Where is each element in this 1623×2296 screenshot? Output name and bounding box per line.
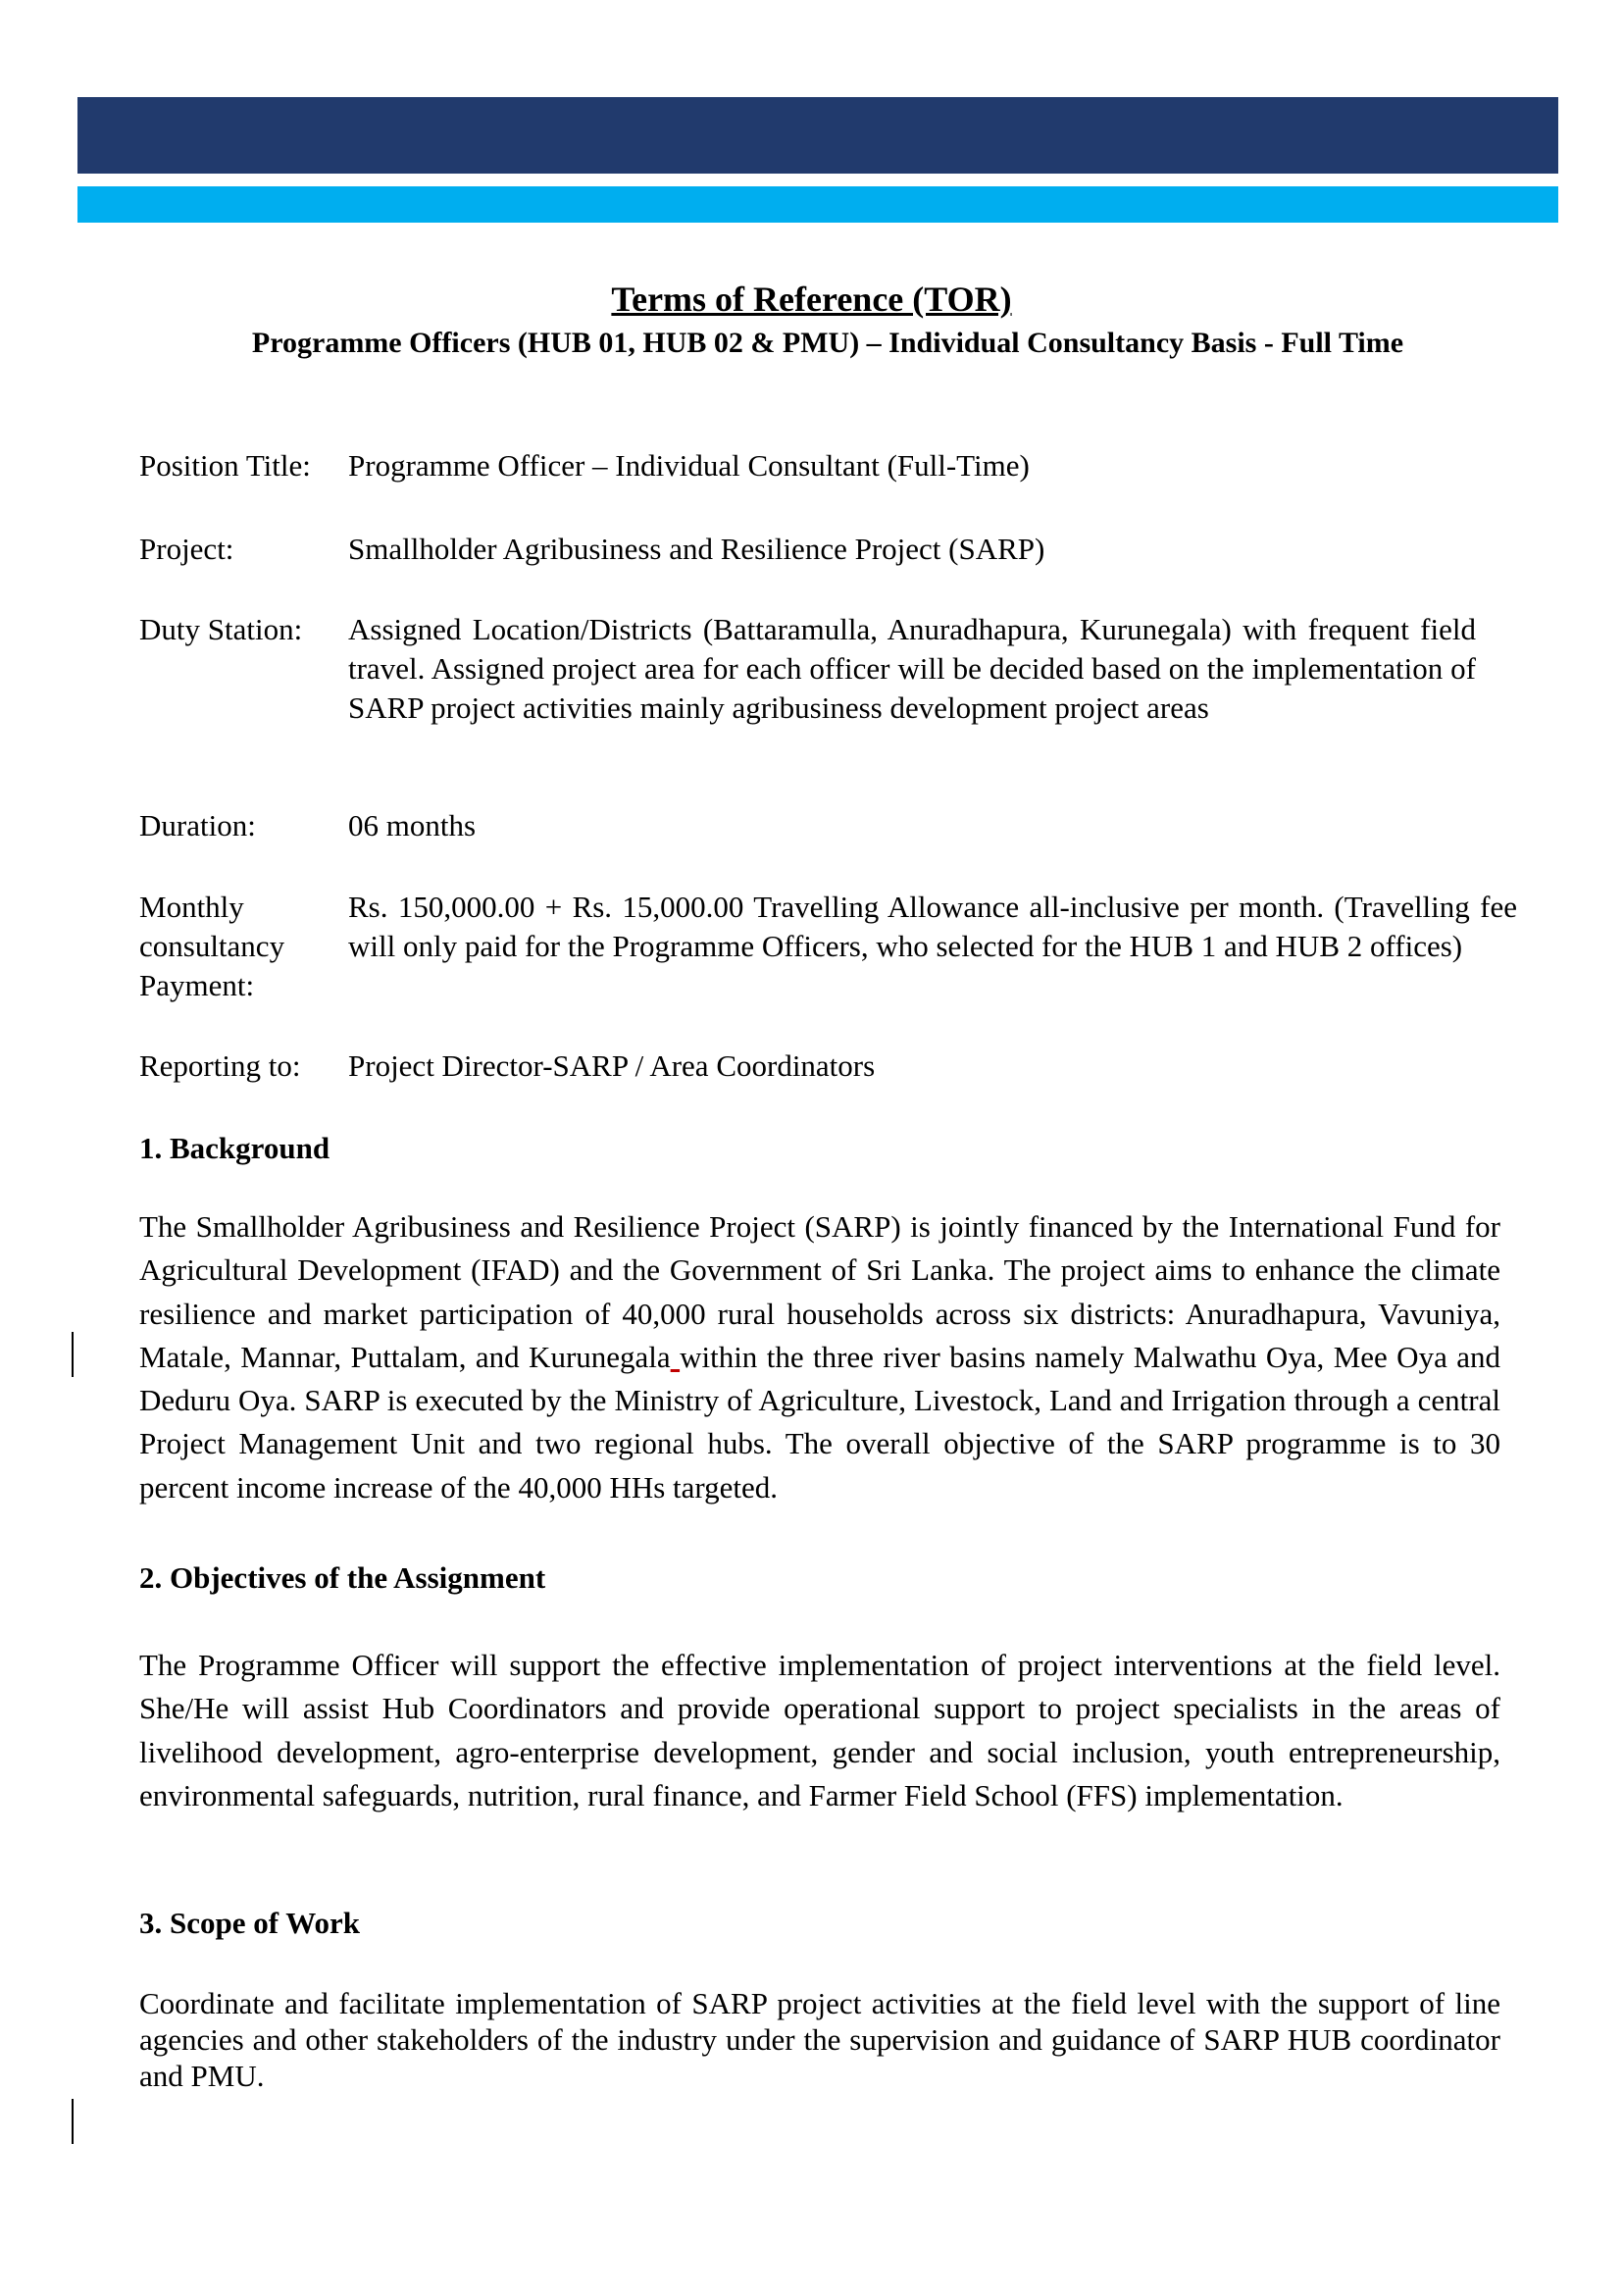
background-text-part1: The Smallholder Agribusiness and Resilience Project (SARP) is jointly financed by the International Fund for Agricultural Development (IFAD) and the Government of Sri Lanka. The project aims to enhance the climate resilience and market participation of 40,000 rural households across six districts: Anuradhapura, Vavuniya, Matale, Mannar, Puttalam, and Kurunegala xyxy=(139,1209,1500,1374)
duration-label: Duration: xyxy=(139,808,256,842)
objectives-heading: 2. Objectives of the Assignment xyxy=(139,1560,546,1595)
change-bar xyxy=(72,1332,74,1377)
duty-station-label: Duty Station: xyxy=(139,612,303,646)
duty-station-value: Assigned Location/Districts (Battaramulla, Anuradhapura, Kurunegala) with frequent field travel. Assigned project area for each officer will be decided based on the implementation of SARP project activities mainly agribusiness development project areas xyxy=(348,612,1476,725)
document-subtitle: Programme Officers (HUB 01, HUB 02 & PMU) – Individual Consultancy Basis - Full Time xyxy=(251,327,1404,359)
position-title-value: Programme Officer – Individual Consultant (Full-Time) xyxy=(348,448,1030,483)
project-value: Smallholder Agribusiness and Resilience Project (SARP) xyxy=(348,532,1045,566)
objectives-paragraph: The Programme Officer will support the effective implementation of project interventions at the field level. She/He will assist Hub Coordinators and provide operational support to project specialists in the areas of livelihood development, agro-enterprise development, gender and social inclusion, youth entrepreneurship, environmental safeguards, nutrition, rural finance, and Farmer Field School (FFS) implementation. xyxy=(139,1648,1500,1812)
reporting-label: Reporting to: xyxy=(139,1048,301,1083)
header-band-dark xyxy=(77,97,1558,174)
payment-label-line3: Payment: xyxy=(139,968,255,1002)
payment-label-line2: consultancy xyxy=(139,929,285,963)
background-paragraph xyxy=(139,1205,1500,1509)
scope-paragraph: Coordinate and facilitate implementation of SARP project activities at the field level with the support of line agencies and other stakeholders of the industry under the supervision and guidance of SARP HUB coordinator and PMU. xyxy=(139,1986,1500,2093)
document-title: Terms of Reference (TOR) xyxy=(611,280,1012,319)
background-text-part2: within the three river basins namely Malwathu Oya, Mee Oya and Deduru Oya. SARP is executed by the Ministry of Agriculture, Livestock, Land and Irrigation through a central Project Management Unit and two regional hubs. The overall objective of the SARP programme is to 30 percent income increase of the 40,000 HHs targeted. xyxy=(139,1339,1500,1505)
payment-label-line1: Monthly xyxy=(139,890,244,924)
reporting-value: Project Director-SARP / Area Coordinators xyxy=(348,1048,876,1083)
scope-heading: 3. Scope of Work xyxy=(139,1906,361,1940)
change-bar xyxy=(72,2099,74,2144)
payment-label xyxy=(139,888,345,1005)
position-title-label: Position Title: xyxy=(139,448,311,483)
background-heading: 1. Background xyxy=(139,1131,330,1165)
header-band-light xyxy=(77,186,1558,223)
payment-value: Rs. 150,000.00 + Rs. 15,000.00 Travelling Allowance all-inclusive per month. (Travelling fee will only paid for the Programme Officers, who selected for the HUB 1 and HUB 2 offices) xyxy=(348,890,1517,963)
duration-value: 06 months xyxy=(348,808,477,842)
background-redline-mark xyxy=(671,1340,680,1374)
project-label: Project: xyxy=(139,532,234,566)
